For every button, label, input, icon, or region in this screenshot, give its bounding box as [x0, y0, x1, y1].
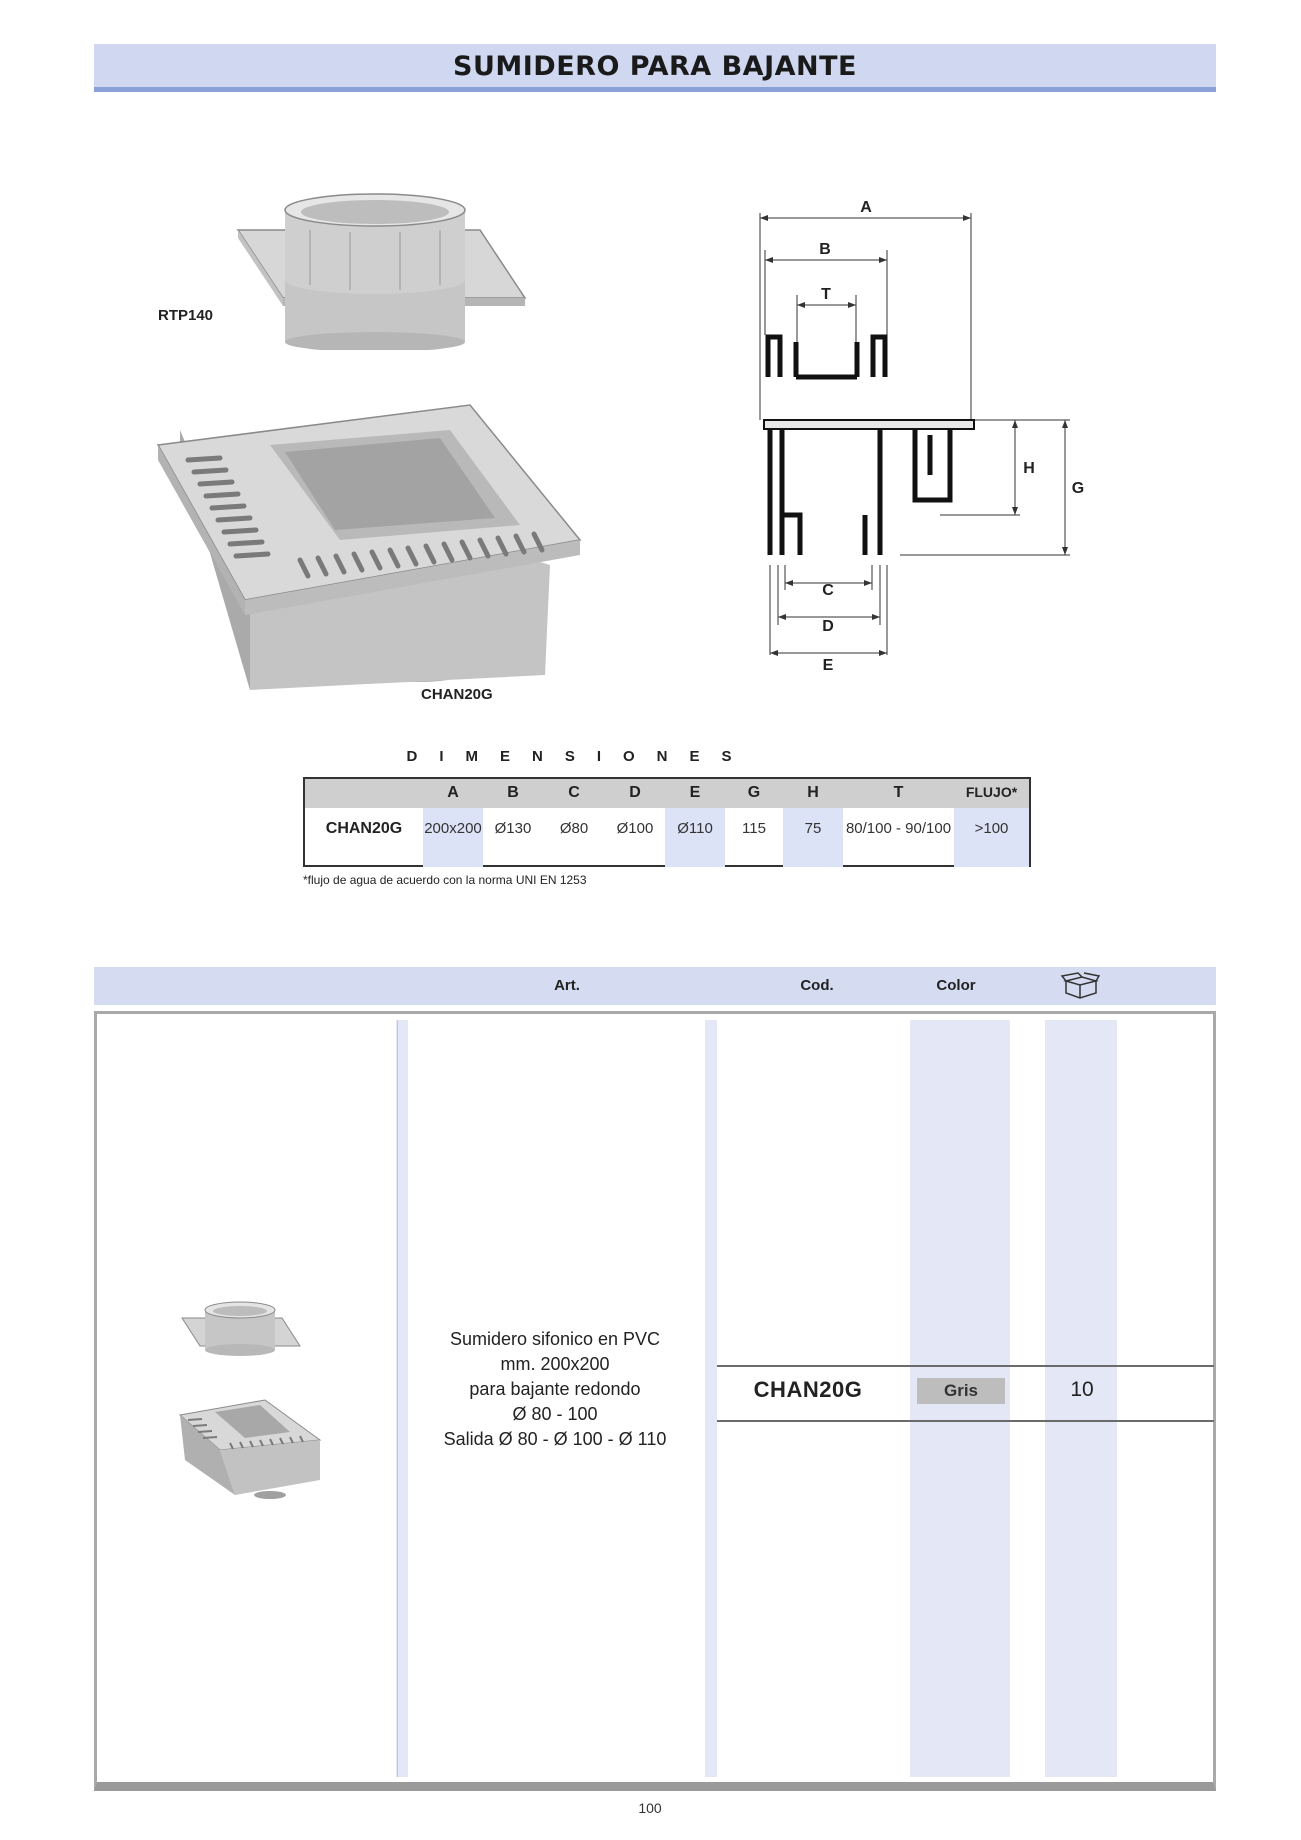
dim-label-e: E [822, 657, 834, 674]
col-header-b: B [507, 784, 519, 801]
chan20g-label: CHAN20G [421, 686, 493, 703]
value-h: 75 [804, 820, 822, 837]
product-description [430, 1327, 680, 1452]
col-header-flujo: FLUJO* [965, 784, 1018, 800]
value-t: 80/100 - 90/100 [845, 820, 952, 837]
chan20g-image [150, 400, 590, 700]
dimensions-table [303, 777, 1031, 867]
rtp140-label: RTP140 [158, 307, 214, 324]
header-cod: Cod. [800, 977, 834, 994]
dim-label-d: D [822, 618, 834, 635]
description-line: Sumidero sifonico en PVC [449, 1329, 661, 1349]
technical-drawing [740, 195, 1100, 675]
dim-label-t: T [821, 286, 831, 303]
dim-label-b: B [819, 241, 831, 258]
row-bottom-line [717, 1420, 1214, 1422]
col-header-t: T [893, 784, 904, 801]
dim-label-h: H [1023, 460, 1035, 477]
product-thumbnail [160, 1300, 330, 1500]
col-header-e: E [689, 784, 701, 801]
col-header-h: H [807, 784, 819, 801]
value-flujo: >100 [974, 820, 1009, 837]
row-top-line [717, 1365, 1214, 1367]
dimensions-note: *flujo de agua de acuerdo con la norma UNI EN 1253 [303, 873, 587, 887]
dimensions-heading: DIMENSIONES [406, 748, 754, 765]
title-bar [94, 44, 1216, 92]
header-art: Art. [554, 977, 580, 994]
row-name: CHAN20G [325, 820, 403, 837]
product-table-header [94, 967, 1216, 1005]
description-line: Ø 80 - 100 [512, 1404, 598, 1424]
dim-label-c: C [822, 582, 834, 599]
box-icon [1060, 971, 1100, 1001]
value-e: Ø110 [677, 820, 713, 837]
description-line: Salida Ø 80 - Ø 100 - Ø 110 [443, 1429, 667, 1449]
value-c: Ø80 [559, 820, 589, 837]
col-header-a: A [447, 784, 459, 801]
header-color: Color [936, 977, 976, 994]
value-g: 115 [742, 820, 766, 837]
value-a: 200x200 [424, 820, 482, 837]
page-title: SUMIDERO PARA BAJANTE [453, 51, 857, 82]
description-line: para bajante redondo [469, 1379, 641, 1399]
rtp140-image [230, 190, 530, 350]
value-d: Ø100 [616, 820, 654, 837]
dim-label-a: A [860, 199, 872, 216]
color-badge: Gris [917, 1378, 1005, 1404]
description-line: mm. 200x200 [500, 1354, 610, 1374]
product-code: CHAN20G [753, 1377, 863, 1402]
value-b: Ø130 [494, 820, 532, 837]
dim-label-g: G [1071, 480, 1085, 497]
col-header-d: D [629, 784, 641, 801]
col-header-g: G [747, 784, 761, 801]
col-header-c: C [568, 784, 580, 801]
box-quantity: 10 [1070, 1378, 1094, 1401]
page-number: 100 [638, 1800, 662, 1816]
